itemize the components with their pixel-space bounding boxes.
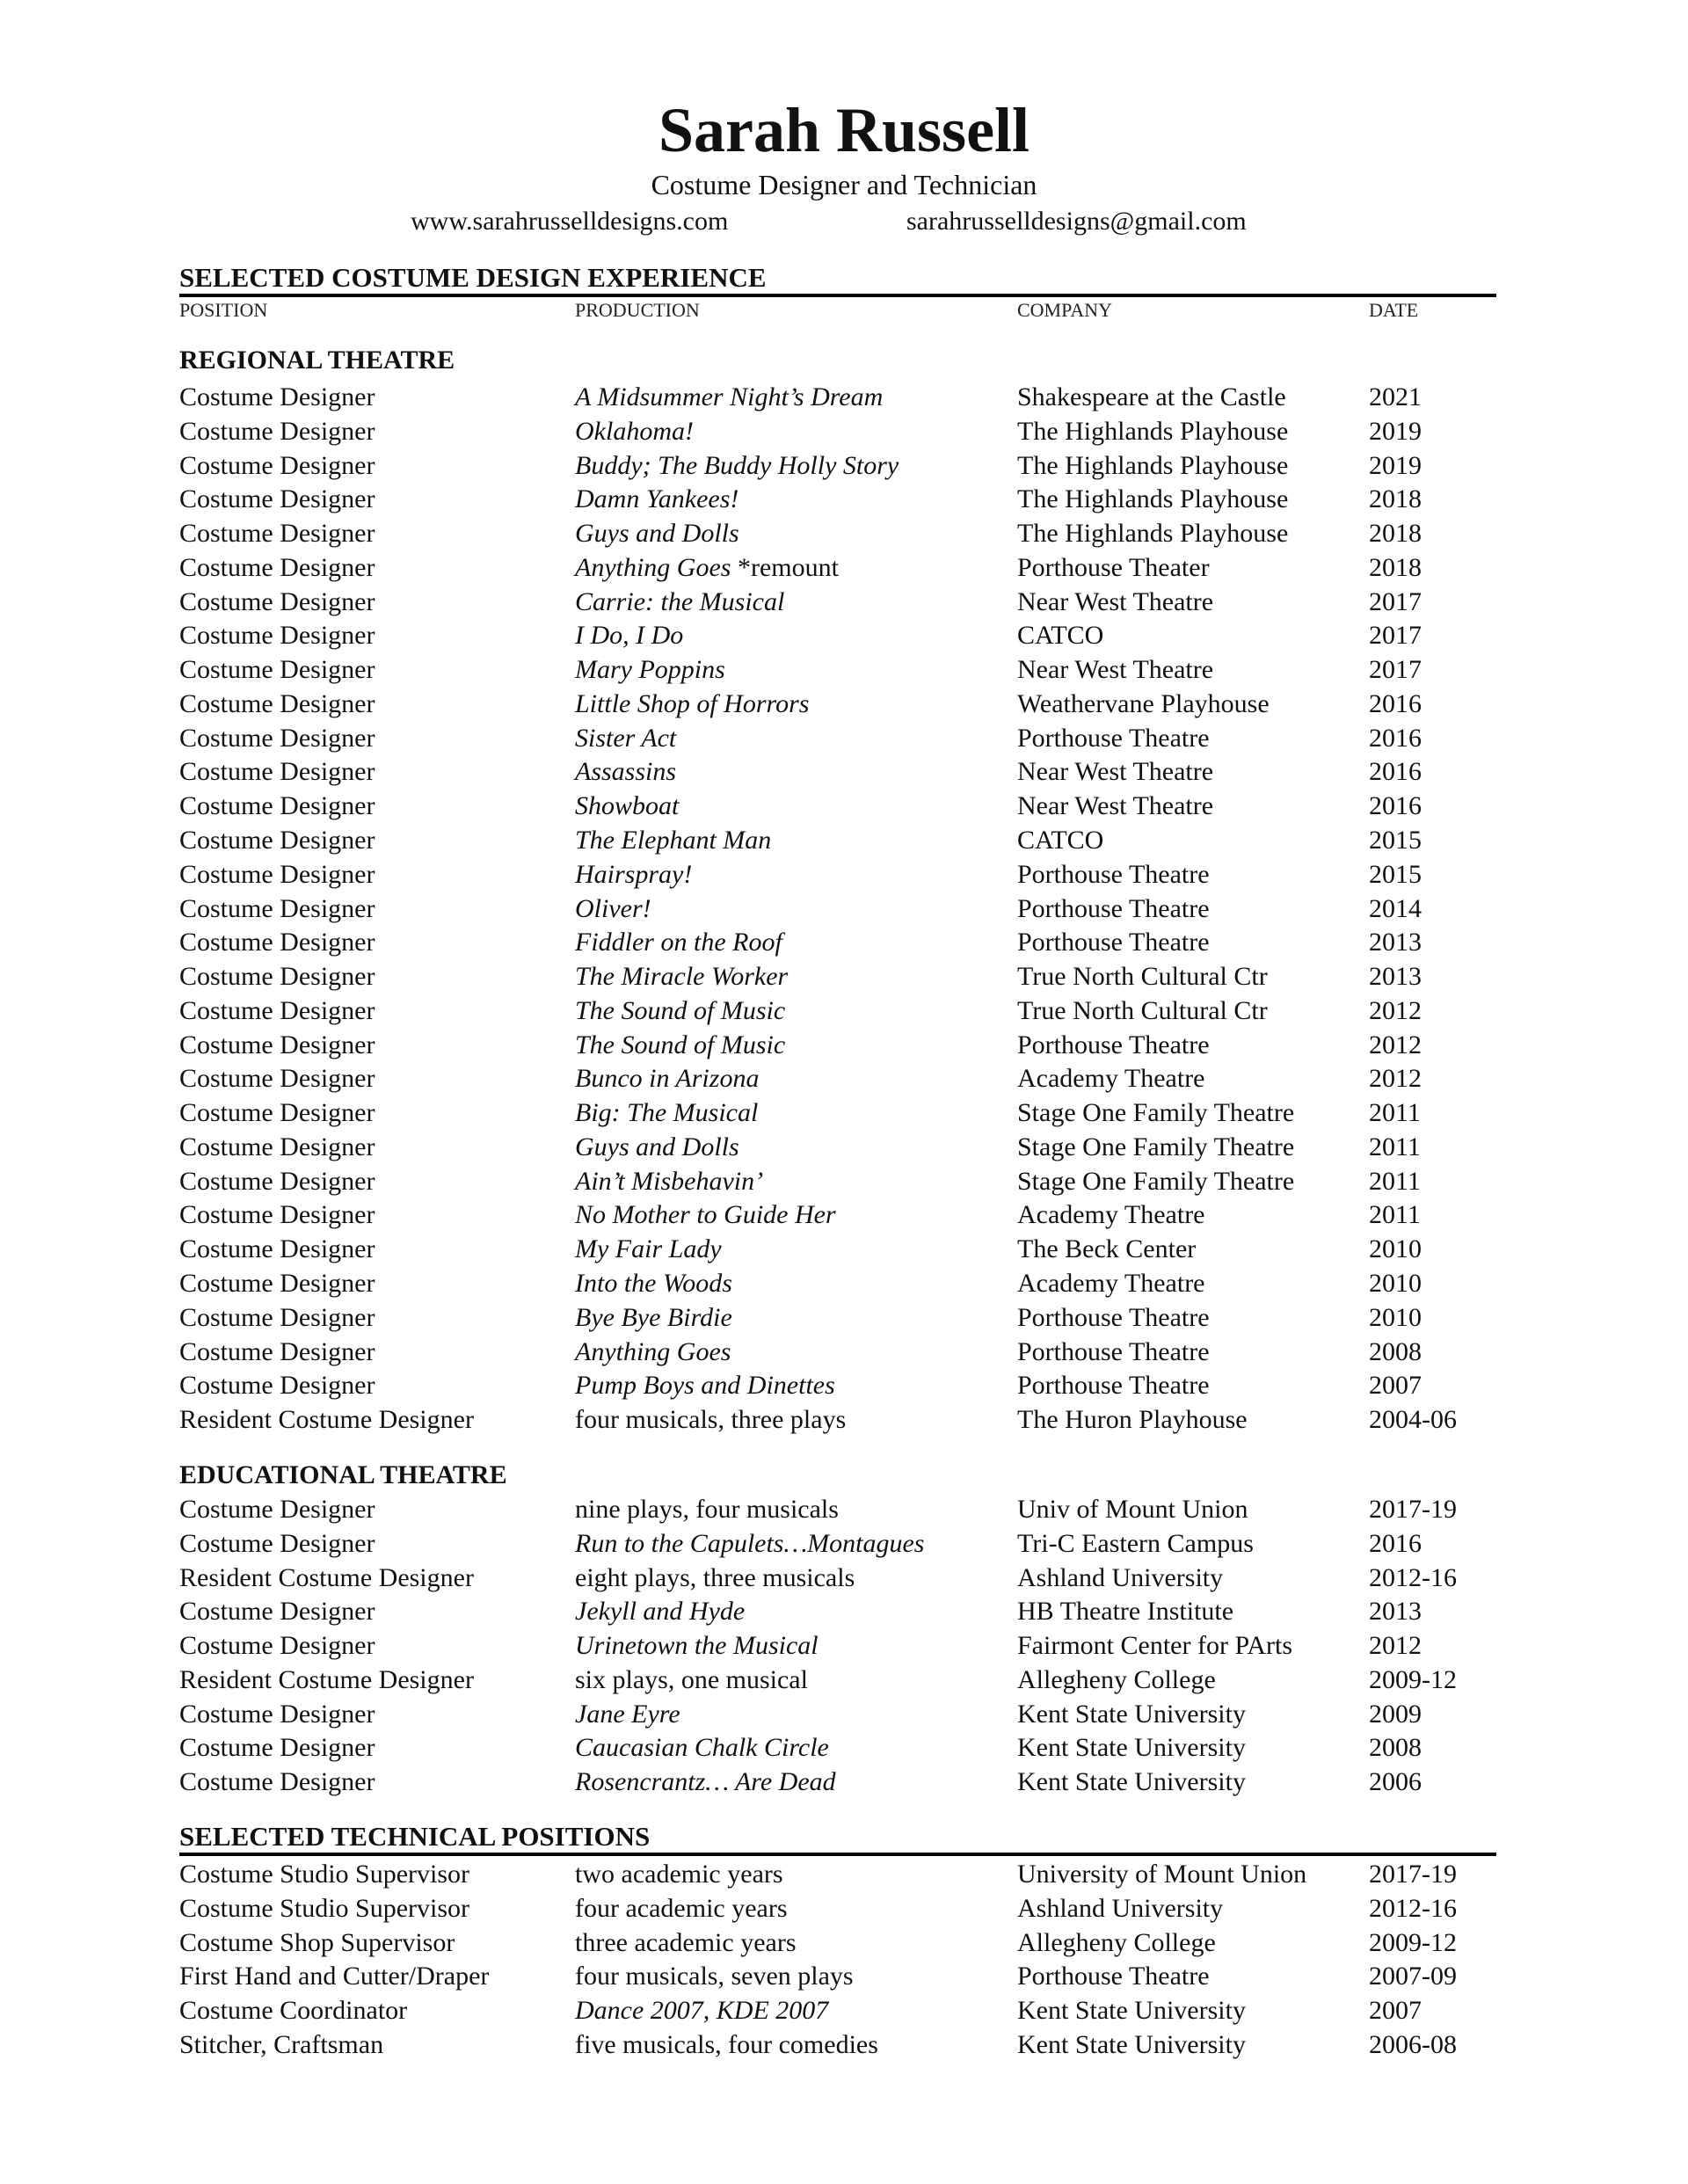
company-cell: Porthouse Theatre (1017, 893, 1210, 923)
table-row (0, 688, 1688, 721)
resume-subtitle: Costume Designer and Technician (651, 169, 1037, 200)
company-cell: Stage One Family Theatre (1017, 1132, 1295, 1161)
company-cell: Near West Theatre (1017, 757, 1214, 787)
production-cell: Ain’t Misbehavin’ (575, 1166, 764, 1196)
table-row (0, 1096, 1688, 1130)
production-cell: Jane Eyre (575, 1699, 680, 1729)
production-cell: five musicals, four comedies (575, 2029, 878, 2059)
production-cell: No Mother to Guide Her (575, 1200, 836, 1230)
production-cell: two academic years (575, 1860, 783, 1889)
position-cell: Costume Designer (179, 791, 375, 821)
date-cell: 2012 (1369, 1631, 1422, 1661)
table-row (0, 1595, 1688, 1628)
company-cell: Near West Theatre (1017, 791, 1214, 821)
column-header-company: COMPANY (1017, 299, 1113, 321)
date-cell: 2018 (1369, 552, 1422, 582)
position-cell: Costume Designer (179, 1528, 375, 1558)
date-cell: 2010 (1369, 1302, 1422, 1332)
date-cell: 2009-12 (1369, 1927, 1457, 1957)
company-cell: CATCO (1017, 826, 1104, 855)
production-cell: Assassins (575, 757, 677, 787)
date-cell: 2015 (1369, 826, 1422, 855)
date-cell: 2007 (1369, 1371, 1422, 1401)
position-cell: Costume Designer (179, 928, 375, 957)
production-cell: I Do, I Do (575, 621, 684, 651)
date-cell: 2009 (1369, 1699, 1422, 1729)
technical-section-title: SELECTED TECHNICAL POSITIONS (179, 1821, 651, 1852)
position-cell: Costume Shop Supervisor (179, 1927, 455, 1957)
production-cell: four musicals, three plays (575, 1405, 847, 1435)
production-cell: Mary Poppins (575, 655, 725, 685)
position-cell: Costume Designer (179, 1269, 375, 1299)
date-cell: 2008 (1369, 1733, 1422, 1763)
table-row (0, 483, 1688, 516)
table-row (0, 1765, 1688, 1799)
date-cell: 2019 (1369, 416, 1422, 446)
production-cell: Dance 2007, KDE 2007 (575, 1996, 829, 2026)
position-cell: Costume Designer (179, 1132, 375, 1161)
table-row (0, 586, 1688, 619)
position-cell: Costume Designer (179, 1371, 375, 1401)
table-row (0, 1562, 1688, 1595)
date-cell: 2011 (1369, 1166, 1421, 1196)
date-cell: 2016 (1369, 757, 1422, 787)
table-row (0, 1994, 1688, 2027)
position-cell: Costume Designer (179, 416, 375, 446)
company-cell: Stage One Family Theatre (1017, 1166, 1295, 1196)
company-cell: Univ of Mount Union (1017, 1495, 1248, 1524)
company-cell: The Beck Center (1017, 1234, 1197, 1264)
position-cell: Costume Designer (179, 1631, 375, 1661)
table-row (0, 2028, 1688, 2062)
company-cell: Porthouse Theatre (1017, 859, 1210, 889)
table-row (0, 1493, 1688, 1526)
position-cell: Costume Designer (179, 1064, 375, 1094)
position-cell: Costume Designer (179, 1597, 375, 1627)
table-row (0, 1336, 1688, 1369)
production-cell: Rosencrantz… Are Dead (575, 1767, 836, 1797)
position-cell: Costume Designer (179, 723, 375, 753)
company-cell: The Highlands Playhouse (1017, 416, 1289, 446)
table-row (0, 1403, 1688, 1437)
position-cell: Costume Designer (179, 1030, 375, 1059)
position-cell: Costume Coordinator (179, 1996, 408, 2026)
company-cell: Near West Theatre (1017, 655, 1214, 685)
table-row (0, 449, 1688, 483)
position-cell: Costume Designer (179, 1336, 375, 1366)
date-cell: 2012 (1369, 995, 1422, 1025)
date-cell: 2008 (1369, 1336, 1422, 1366)
production-cell: The Miracle Worker (575, 962, 789, 992)
position-cell: Costume Designer (179, 621, 375, 651)
table-row (0, 1029, 1688, 1062)
production-cell: Showboat (575, 791, 680, 821)
technical-section-heading (179, 1821, 1496, 1856)
company-cell: Porthouse Theatre (1017, 723, 1210, 753)
date-cell: 2009-12 (1369, 1664, 1457, 1694)
company-cell: True North Cultural Ctr (1017, 962, 1268, 992)
table-row (0, 1369, 1688, 1402)
company-cell: Porthouse Theatre (1017, 1336, 1210, 1366)
date-cell: 2013 (1369, 962, 1422, 992)
table-row (0, 1663, 1688, 1697)
production-cell: Big: The Musical (575, 1098, 759, 1128)
date-cell: 2011 (1369, 1098, 1421, 1128)
position-cell: Costume Designer (179, 995, 375, 1025)
position-cell: Costume Designer (179, 552, 375, 582)
company-cell: Academy Theatre (1017, 1064, 1205, 1094)
position-cell: Costume Designer (179, 1733, 375, 1763)
table-row (0, 1960, 1688, 1993)
production-cell: Damn Yankees! (575, 484, 739, 514)
position-cell: Costume Designer (179, 1234, 375, 1264)
production-cell: Pump Boys and Dinettes (575, 1371, 835, 1401)
table-row (0, 960, 1688, 994)
production-cell (575, 551, 839, 585)
design-section-heading (179, 262, 1496, 297)
email-link[interactable]: sarahrusselldesigns@gmail.com (906, 207, 1247, 236)
production-cell: Oklahoma! (575, 416, 694, 446)
position-cell: Resident Costume Designer (179, 1562, 474, 1592)
company-cell: University of Mount Union (1017, 1860, 1307, 1889)
company-cell: Weathervane Playhouse (1017, 688, 1270, 718)
table-row (0, 415, 1688, 448)
company-cell: Porthouse Theatre (1017, 1030, 1210, 1059)
company-cell: Kent State University (1017, 1996, 1246, 2026)
company-cell: HB Theatre Institute (1017, 1597, 1234, 1627)
production-cell: Buddy; The Buddy Holly Story (575, 450, 899, 480)
table-row (0, 824, 1688, 857)
company-cell: The Highlands Playhouse (1017, 519, 1289, 549)
position-cell: Costume Designer (179, 1302, 375, 1332)
company-cell: Near West Theatre (1017, 586, 1214, 616)
production-cell: The Sound of Music (575, 995, 786, 1025)
production-cell: A Midsummer Night’s Dream (575, 382, 884, 411)
production-cell: three academic years (575, 1927, 797, 1957)
production-cell: My Fair Lady (575, 1234, 722, 1264)
position-cell: Costume Designer (179, 1098, 375, 1128)
educational-theatre-heading: EDUCATIONAL THEATRE (179, 1460, 507, 1489)
table-row (0, 619, 1688, 652)
date-cell: 2007 (1369, 1996, 1422, 2026)
company-cell: Academy Theatre (1017, 1200, 1205, 1230)
production-cell: Bye Bye Birdie (575, 1302, 732, 1332)
table-row (0, 1165, 1688, 1198)
position-cell: Costume Designer (179, 859, 375, 889)
production-cell: Guys and Dolls (575, 1132, 739, 1161)
position-cell: Costume Designer (179, 382, 375, 411)
resume-name: Sarah Russell (658, 95, 1030, 165)
production-cell: four academic years (575, 1893, 788, 1923)
production-cell: Run to the Capulets…Montagues (575, 1528, 925, 1558)
position-cell: Stitcher, Craftsman (179, 2029, 384, 2059)
company-cell: Academy Theatre (1017, 1269, 1205, 1299)
table-row (0, 722, 1688, 755)
table-row (0, 926, 1688, 959)
table-row (0, 858, 1688, 892)
position-cell: Costume Designer (179, 962, 375, 992)
table-row (0, 1926, 1688, 1960)
table-row (0, 892, 1688, 926)
production-cell: The Sound of Music (575, 1030, 786, 1059)
position-cell: Costume Designer (179, 826, 375, 855)
production-cell: six plays, one musical (575, 1664, 808, 1694)
production-cell: Jekyll and Hyde (575, 1597, 746, 1627)
production-cell: Bunco in Arizona (575, 1064, 760, 1094)
position-cell: Costume Designer (179, 757, 375, 787)
date-cell: 2016 (1369, 723, 1422, 753)
date-cell: 2017-19 (1369, 1495, 1457, 1524)
position-cell: Costume Designer (179, 688, 375, 718)
company-cell: Ashland University (1017, 1562, 1224, 1592)
date-cell: 2017 (1369, 655, 1422, 685)
table-row (0, 653, 1688, 687)
position-cell: Costume Designer (179, 586, 375, 616)
date-cell: 2010 (1369, 1269, 1422, 1299)
production-cell: Oliver! (575, 893, 651, 923)
production-cell: Guys and Dolls (575, 519, 739, 549)
company-cell: Porthouse Theatre (1017, 1962, 1210, 1991)
production-cell: Little Shop of Horrors (575, 688, 810, 718)
production-cell: Urinetown the Musical (575, 1631, 819, 1661)
table-row (0, 790, 1688, 823)
position-cell: Costume Designer (179, 450, 375, 480)
date-cell: 2014 (1369, 893, 1422, 923)
company-cell: Stage One Family Theatre (1017, 1098, 1295, 1128)
company-cell: The Highlands Playhouse (1017, 484, 1289, 514)
position-cell: Costume Studio Supervisor (179, 1860, 470, 1889)
company-cell: Kent State University (1017, 2029, 1246, 2059)
table-row (0, 551, 1688, 585)
position-cell: Costume Designer (179, 484, 375, 514)
company-cell: Porthouse Theatre (1017, 928, 1210, 957)
production-title: Anything Goes (575, 552, 731, 582)
date-cell: 2006-08 (1369, 2029, 1457, 2059)
company-cell: True North Cultural Ctr (1017, 995, 1268, 1025)
date-cell: 2016 (1369, 791, 1422, 821)
table-row (0, 1698, 1688, 1731)
position-cell: Costume Designer (179, 1166, 375, 1196)
design-section-title: SELECTED COSTUME DESIGN EXPERIENCE (179, 262, 767, 293)
table-row (0, 1198, 1688, 1232)
date-cell: 2012-16 (1369, 1562, 1457, 1592)
date-cell: 2017 (1369, 621, 1422, 651)
company-cell: Ashland University (1017, 1893, 1224, 1923)
position-cell: Resident Costume Designer (179, 1664, 474, 1694)
table-row (0, 1527, 1688, 1561)
company-cell: Tri-C Eastern Campus (1017, 1528, 1254, 1558)
table-row (0, 1892, 1688, 1926)
production-cell: Caucasian Chalk Circle (575, 1733, 829, 1763)
position-cell: Costume Designer (179, 1200, 375, 1230)
table-row (0, 1131, 1688, 1164)
table-row (0, 1858, 1688, 1891)
company-cell: Porthouse Theatre (1017, 1302, 1210, 1332)
position-cell: First Hand and Cutter/Draper (179, 1962, 490, 1991)
date-cell: 2017 (1369, 586, 1422, 616)
date-cell: 2016 (1369, 688, 1422, 718)
date-cell: 2007-09 (1369, 1962, 1457, 1991)
company-cell: Kent State University (1017, 1733, 1246, 1763)
date-cell: 2021 (1369, 382, 1422, 411)
company-cell: The Highlands Playhouse (1017, 450, 1289, 480)
column-header-position: POSITION (179, 299, 268, 321)
date-cell: 2017-19 (1369, 1860, 1457, 1889)
production-note: *remount (731, 552, 839, 582)
table-row (0, 755, 1688, 789)
position-cell: Costume Designer (179, 1767, 375, 1797)
date-cell: 2013 (1369, 1597, 1422, 1627)
position-cell: Resident Costume Designer (179, 1405, 474, 1435)
position-cell: Costume Designer (179, 1495, 375, 1524)
date-cell: 2011 (1369, 1200, 1421, 1230)
production-cell: Into the Woods (575, 1269, 732, 1299)
production-cell: Anything Goes (575, 1336, 731, 1366)
production-cell: four musicals, seven plays (575, 1962, 854, 1991)
table-row (0, 1731, 1688, 1765)
date-cell: 2018 (1369, 519, 1422, 549)
table-row (0, 1629, 1688, 1663)
company-cell: Fairmont Center for PArts (1017, 1631, 1293, 1661)
date-cell: 2012 (1369, 1030, 1422, 1059)
company-cell: Porthouse Theatre (1017, 1371, 1210, 1401)
production-cell: eight plays, three musicals (575, 1562, 855, 1592)
table-row (0, 994, 1688, 1028)
date-cell: 2015 (1369, 859, 1422, 889)
production-cell: The Elephant Man (575, 826, 772, 855)
position-cell: Costume Designer (179, 519, 375, 549)
regional-theatre-heading: REGIONAL THEATRE (179, 346, 455, 375)
company-cell: Kent State University (1017, 1699, 1246, 1729)
company-cell: The Huron Playhouse (1017, 1405, 1248, 1435)
table-row (0, 517, 1688, 550)
table-row (0, 1062, 1688, 1096)
position-cell: Costume Designer (179, 655, 375, 685)
company-cell: Kent State University (1017, 1767, 1246, 1797)
company-cell: Shakespeare at the Castle (1017, 382, 1286, 411)
date-cell: 2018 (1369, 484, 1422, 514)
company-cell: Porthouse Theater (1017, 552, 1210, 582)
website-link[interactable]: www.sarahrusselldesigns.com (411, 207, 729, 236)
position-cell: Costume Studio Supervisor (179, 1893, 470, 1923)
company-cell: Allegheny College (1017, 1927, 1216, 1957)
date-cell: 2004-06 (1369, 1405, 1457, 1435)
column-header-production: PRODUCTION (575, 299, 700, 321)
table-row (0, 1267, 1688, 1300)
position-cell: Costume Designer (179, 893, 375, 923)
production-cell: nine plays, four musicals (575, 1495, 839, 1524)
company-cell: CATCO (1017, 621, 1104, 651)
table-row (0, 1301, 1688, 1335)
date-cell: 2012-16 (1369, 1893, 1457, 1923)
production-cell: Carrie: the Musical (575, 586, 785, 616)
date-cell: 2010 (1369, 1234, 1422, 1264)
position-cell: Costume Designer (179, 1699, 375, 1729)
production-cell: Hairspray! (575, 859, 693, 889)
date-cell: 2006 (1369, 1767, 1422, 1797)
date-cell: 2019 (1369, 450, 1422, 480)
column-header-date: DATE (1369, 299, 1419, 321)
date-cell: 2012 (1369, 1064, 1422, 1094)
production-cell: Fiddler on the Roof (575, 928, 782, 957)
table-row (0, 1233, 1688, 1266)
date-cell: 2011 (1369, 1132, 1421, 1161)
production-cell: Sister Act (575, 723, 677, 753)
table-row (0, 381, 1688, 414)
date-cell: 2016 (1369, 1528, 1422, 1558)
company-cell: Allegheny College (1017, 1664, 1216, 1694)
date-cell: 2013 (1369, 928, 1422, 957)
